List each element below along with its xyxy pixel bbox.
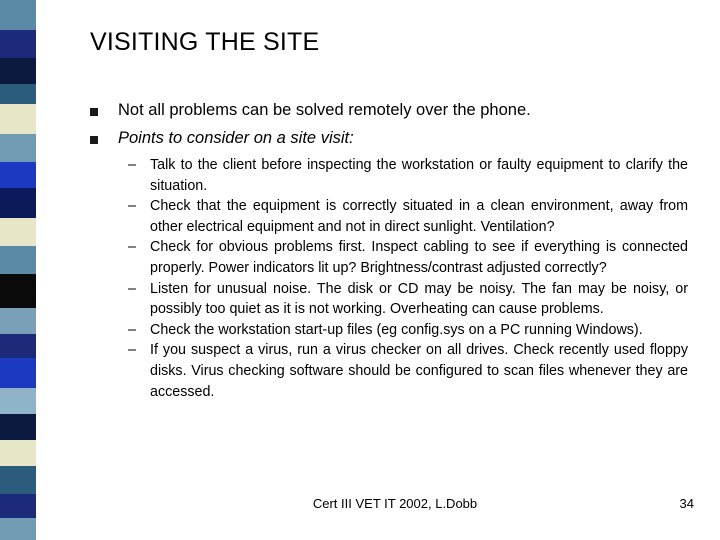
sub-bullet-item [128, 196, 688, 237]
sub-bullet-text: Check the workstation start-up files (eg config.sys on a PC running Windows). [150, 321, 643, 338]
dash-bullet-icon: – [128, 342, 136, 359]
sub-bullet-item [128, 320, 688, 341]
dash-bullet-icon: – [128, 321, 136, 338]
sub-bullet-item [128, 279, 688, 320]
dash-bullet-icon: – [128, 239, 136, 256]
sub-bullet-text: Talk to the client before inspecting the workstation or faulty equipment to clarify the situation. [150, 157, 688, 194]
decorative-side-stripe [0, 0, 36, 540]
sub-bullet-item [128, 155, 688, 196]
sub-bullet-text: Listen for unusual noise. The disk or CD may be noisy. The fan may be noisy, or possibly too quiet as it is not working. Overheating can cause problems. [150, 280, 688, 318]
footer-credit: Cert III VET IT 2002, L.Dobb [312, 496, 478, 511]
bullet-text: Not all problems can be solved remotely over the phone. [118, 101, 531, 119]
sub-bullet-list [128, 155, 688, 402]
slide-title: VISITING THE SITE [90, 28, 320, 56]
sub-bullet-item [128, 340, 688, 402]
sub-bullet-item [128, 237, 688, 278]
sub-bullet-text: Check for obvious problems first. Inspect cabling to see if everything is connected properly. Power indicators lit up? Brightness/contrast adjusted correctly? [150, 239, 688, 276]
square-bullet-icon [90, 136, 98, 144]
square-bullet-icon [90, 108, 98, 116]
sub-bullet-text: If you suspect a virus, run a virus checker on all drives. Check recently used floppy disks. Virus checking software should be configured to scan files whenever they are accessed. [150, 342, 688, 400]
dash-bullet-icon: – [128, 280, 136, 297]
dash-bullet-icon: – [128, 198, 136, 215]
sub-bullet-text: Check that the equipment is correctly situated in a clean environment, away from other electrical equipment and not in direct sunlight. Ventilation? [150, 198, 688, 235]
page-number: 34 [679, 496, 694, 511]
dash-bullet-icon: – [128, 157, 136, 173]
bullet-text: Points to consider on a site visit: [118, 129, 354, 147]
